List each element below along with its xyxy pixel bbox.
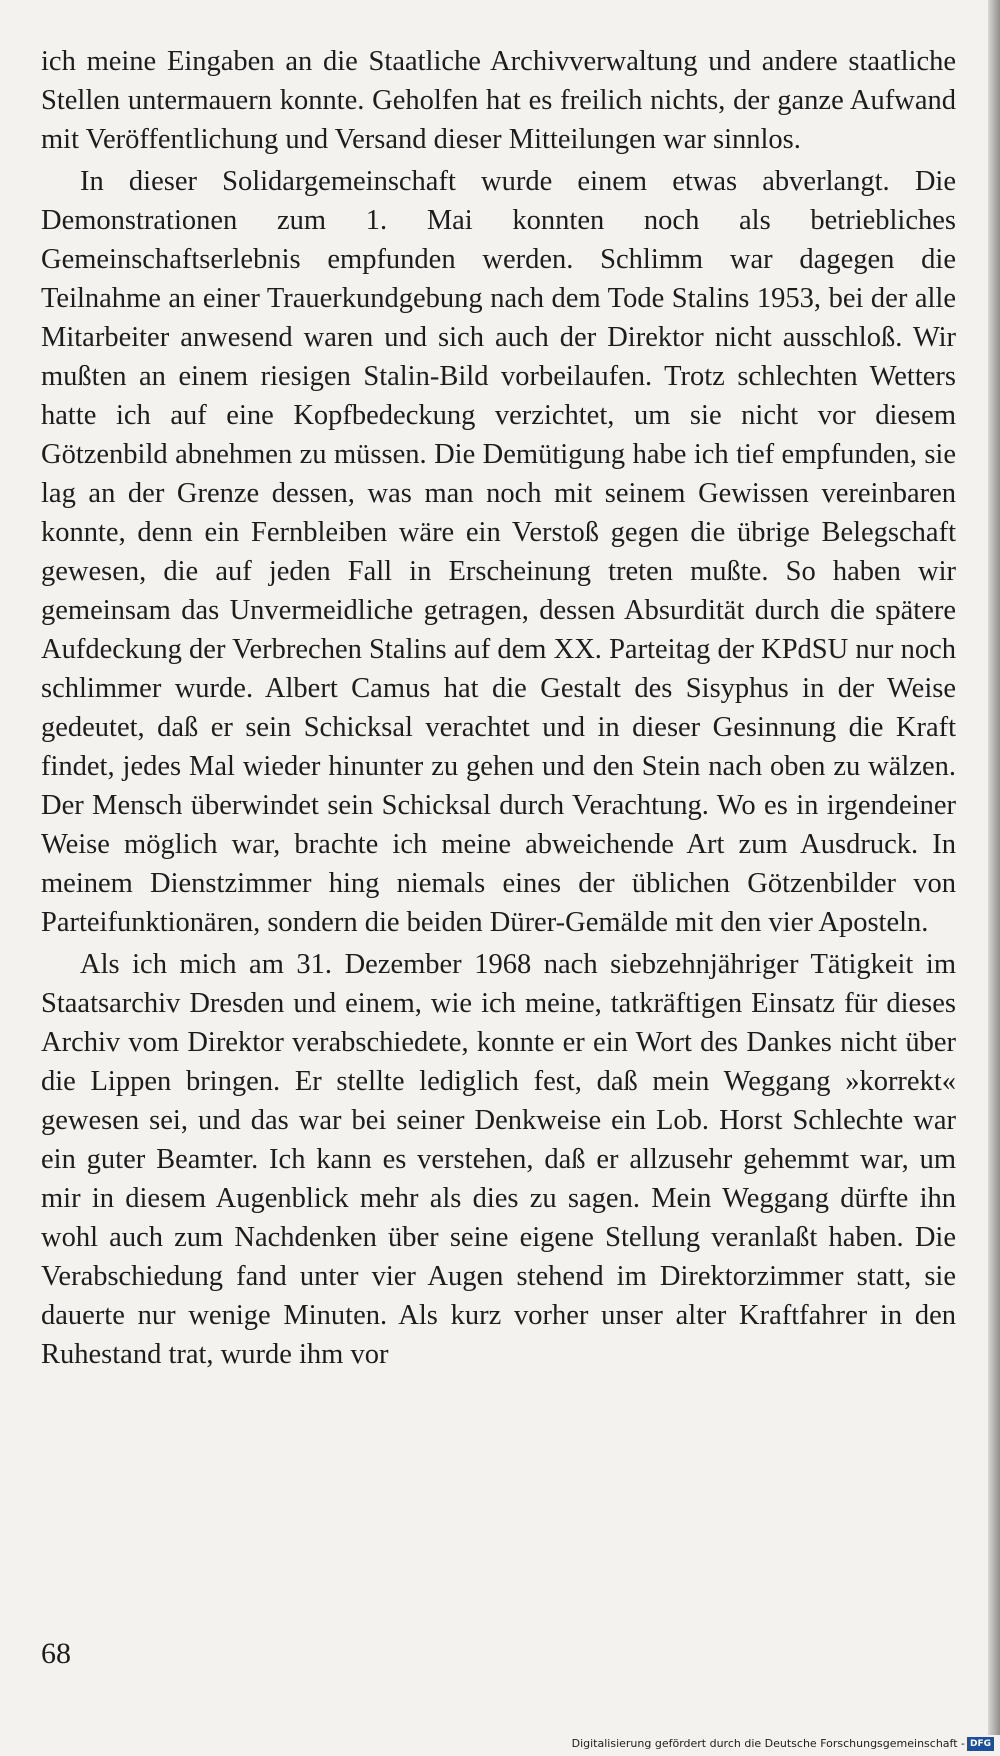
paragraph-solidargemeinschaft: In dieser Solidargemeinschaft wurde einem etwas abverlangt. Die Demonstrationen zum 1. Mai konnten noch als betriebliches Gemeinschaftserlebnis empfunden werden. Schlimm war dagegen die Teilnahme an einer Trauerkundgebung nach dem Tode Stalins 1953, bei der alle Mitarbeiter anwesend waren und sich auch der Direktor nicht ausschloß. Wir mußten an einem riesigen Stalin-Bild vorbeilaufen. Trotz schlechten Wetters hatte ich auf eine Kopfbedeckung verzichtet, um sie nicht vor diesem Götzenbild abnehmen zu müssen. Die Demütigung habe ich tief empfunden, sie lag an der Grenze dessen, was man noch mit seinem Gewissen vereinbaren konnte, denn ein Fernbleiben wäre ein Verstoß gegen die übrige Belegschaft gewesen, die auf jeden Fall in Erscheinung treten mußte. So haben wir gemeinsam das Unvermeidliche getragen, dessen Absurdität durch die spätere Aufdeckung der Verbrechen Stalins auf dem XX. Parteitag der KPdSU nur noch schlimmer wurde. Albert Camus hat die Gestalt des Sisyphus in der Weise gedeutet, daß er sein Schicksal verachtet und in dieser Gesinnung die Kraft findet, jedes Mal wieder hinunter zu gehen und den Stein nach oben zu wälzen. Der Mensch überwindet sein Schicksal durch Verachtung. Wo es in irgendeiner Weise möglich war, brachte ich meine abweichende Art zum Ausdruck. In meinem Dienstzimmer hing niemals eines der üblichen Götzenbilder von Parteifunktionären, sondern die beiden Dürer-Gemälde mit den vier Aposteln. bbox=[41, 166, 956, 938]
dfg-logo: DFG bbox=[967, 1737, 994, 1751]
digitization-credit-text: Digitalisierung gefördert durch die Deutsche Forschungsgemeinschaft - bbox=[571, 1737, 965, 1750]
digitization-credit bbox=[572, 1737, 965, 1751]
paragraph-continuation: ich meine Eingaben an die Staatliche Archivverwaltung und andere staatliche Stellen untermauern konnte. Geholfen hat es freilich nichts, der ganze Aufwand mit Veröffentlichung und Versand dieser Mitteilungen war sinnlos. bbox=[41, 46, 956, 155]
body-text bbox=[41, 42, 956, 1374]
page-edge-shadow bbox=[988, 0, 1000, 1735]
paragraph-verabschiedung: Als ich mich am 31. Dezember 1968 nach siebzehnjähriger Tätigkeit im Staatsarchiv Dresden und einem, wie ich meine, tatkräftigen Einsatz für dieses Archiv vom Direktor verabschiedete, konnte er ein Wort des Dankes nicht über die Lippen bringen. Er stellte lediglich fest, daß mein Weggang »korrekt« gewesen sei, und das war bei seiner Denkweise ein Lob. Horst Schlechte war ein guter Beamter. Ich kann es verstehen, daß er allzusehr gehemmt war, um mir in diesem Augenblick mehr als dies zu sagen. Mein Weggang dürfte ihn wohl auch zum Nachdenken über seine eigene Stellung veranlaßt haben. Die Verabschiedung fand unter vier Augen stehend im Direktorzimmer statt, sie dauerte nur wenige Minuten. Als kurz vorher unser alter Kraftfahrer in den Ruhestand trat, wurde ihm vor bbox=[41, 949, 956, 1370]
page-number: 68 bbox=[41, 1637, 71, 1670]
